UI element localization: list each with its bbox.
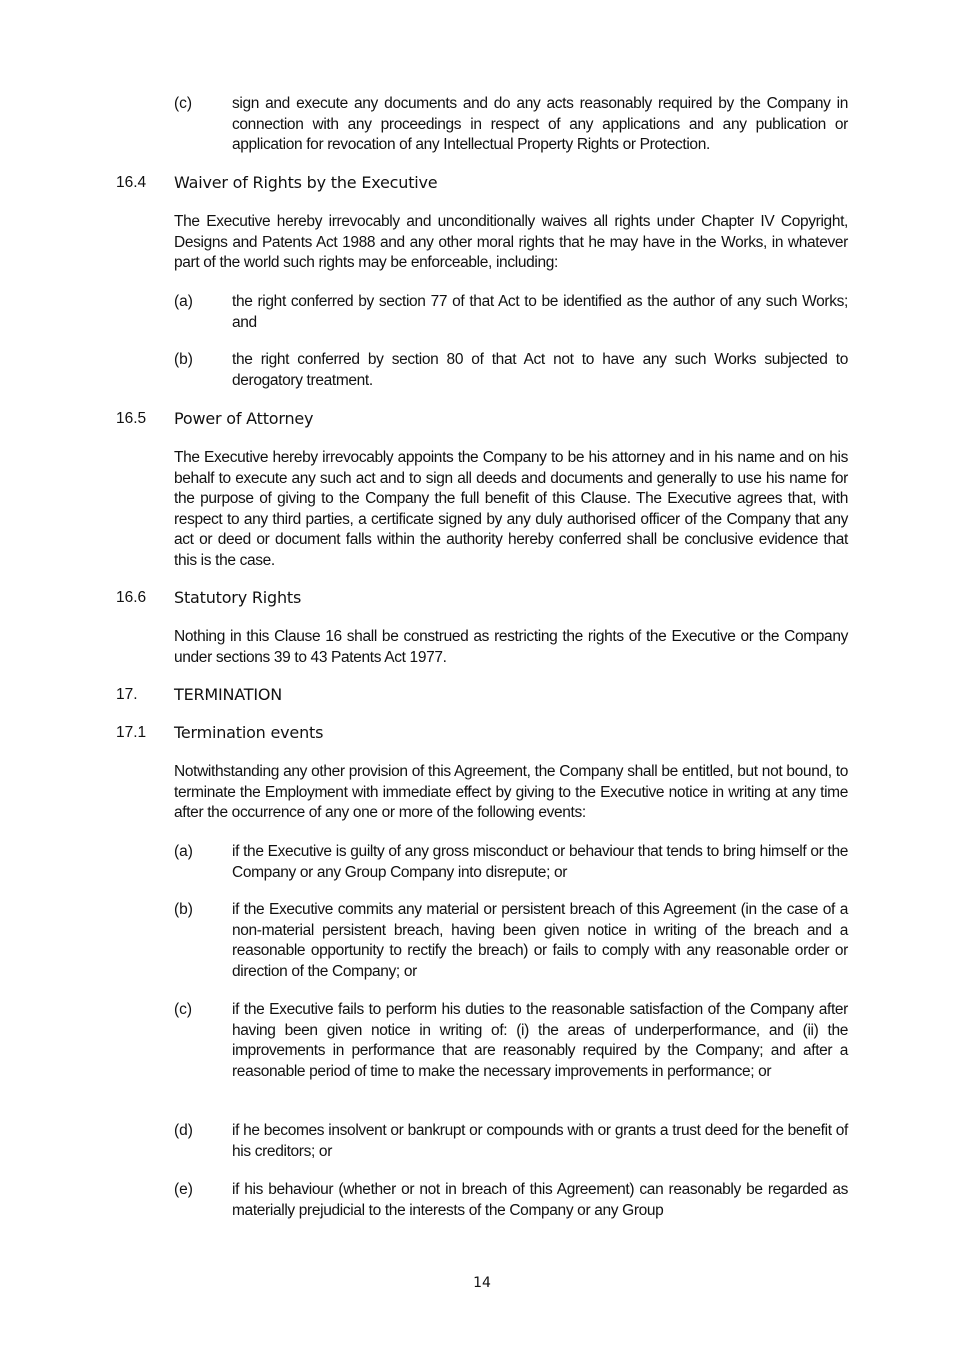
list-item-text: the right conferred by section 80 of that Act not to have any such Works subjected to derogatory treatment. — [232, 351, 848, 389]
list-item-text: if the Executive commits any material or persistent breach of this Agreement (in the case of a non-material persistent breach, having been given notice in writing of the breach and a reasonable opportunity to rectify the breach) or fails to comply with any reasonable order or direction of the Company; or — [232, 901, 848, 980]
list-item-label: (d) — [174, 1122, 193, 1139]
list-item-text: if his behaviour (whether or not in breach of this Agreement) can reasonably be regarded as materially prejudicial to the interests of the Company or any Group — [232, 1181, 848, 1219]
list-item-label: (a) — [174, 293, 193, 310]
section-paragraph: The Executive hereby irrevocably appoints the Company to be his attorney and in his name and on his behalf to execute any such act and to sign all deeds and documents and generally to use his name for the purpose of giving to the Company the full benefit of this Clause. The Executive agrees that, with respect to any third parties, a certificate signed by any duly authorised officer of the Company that any act or deed or document falls within the authority hereby conferred shall be conclusive evidence that this is the case. — [174, 449, 848, 569]
section-title: Waiver of Rights by the Executive — [174, 173, 438, 192]
list-item-text: if the Executive fails to perform his duties to the reasonable satisfaction of the Company after having been given notice in writing of: (i) the areas of underperformance, and (ii) the improvements in performance that are reasonably required by the Company; and after a reasonable period of time to make the necessary improvements in performance; or — [232, 1001, 848, 1080]
list-item-label: (a) — [174, 843, 193, 860]
list-item-label: (b) — [174, 901, 193, 918]
section-paragraph: The Executive hereby irrevocably and unconditionally waives all rights under Chapter IV Copyright, Designs and Patents Act 1988 and any other moral rights that he may have in the Works, in whatever part of the world such rights may be enforceable, including: — [174, 213, 848, 271]
section-title: Statutory Rights — [174, 588, 302, 607]
list-item-text: the right conferred by section 77 of that Act to be identified as the author of any such Works; and — [232, 293, 848, 331]
section-number: 16.6 — [116, 589, 147, 606]
section-paragraph: Notwithstanding any other provision of this Agreement, the Company shall be entitled, but not bound, to terminate the Employment with immediate effect by giving to the Executive notice in writing at any time after the occurrence of any one or more of the following events: — [174, 763, 848, 821]
list-item-label: (e) — [174, 1181, 193, 1198]
list-item-text: if the Executive is guilty of any gross misconduct or behaviour that tends to bring himself or the Company or any Group Company into disrepute; or — [232, 843, 848, 881]
section-paragraph: Nothing in this Clause 16 shall be construed as restricting the rights of the Executive or the Company under sections 39 to 43 Patents Act 1977. — [174, 628, 848, 666]
section-title: Power of Attorney — [174, 409, 314, 428]
list-item-text: sign and execute any documents and do any acts reasonably required by the Company in connection with any proceedings in respect of any applications and any publication or application for revocation of any Intellectual Property Rights or Protection. — [232, 95, 848, 153]
section-number: 17. — [116, 686, 138, 703]
page-number: 14 — [473, 1275, 491, 1291]
section-number: 16.4 — [116, 174, 147, 191]
section-title: TERMINATION — [174, 685, 283, 704]
section-title: Termination events — [174, 723, 324, 742]
list-item-text: if he becomes insolvent or bankrupt or compounds with or grants a trust deed for the benefit of his creditors; or — [232, 1122, 848, 1160]
list-item-label: (b) — [174, 351, 193, 368]
section-number: 16.5 — [116, 410, 147, 427]
list-item-label: (c) — [174, 1001, 193, 1018]
list-item-label: (c) — [174, 95, 193, 112]
section-number: 17.1 — [116, 724, 147, 741]
